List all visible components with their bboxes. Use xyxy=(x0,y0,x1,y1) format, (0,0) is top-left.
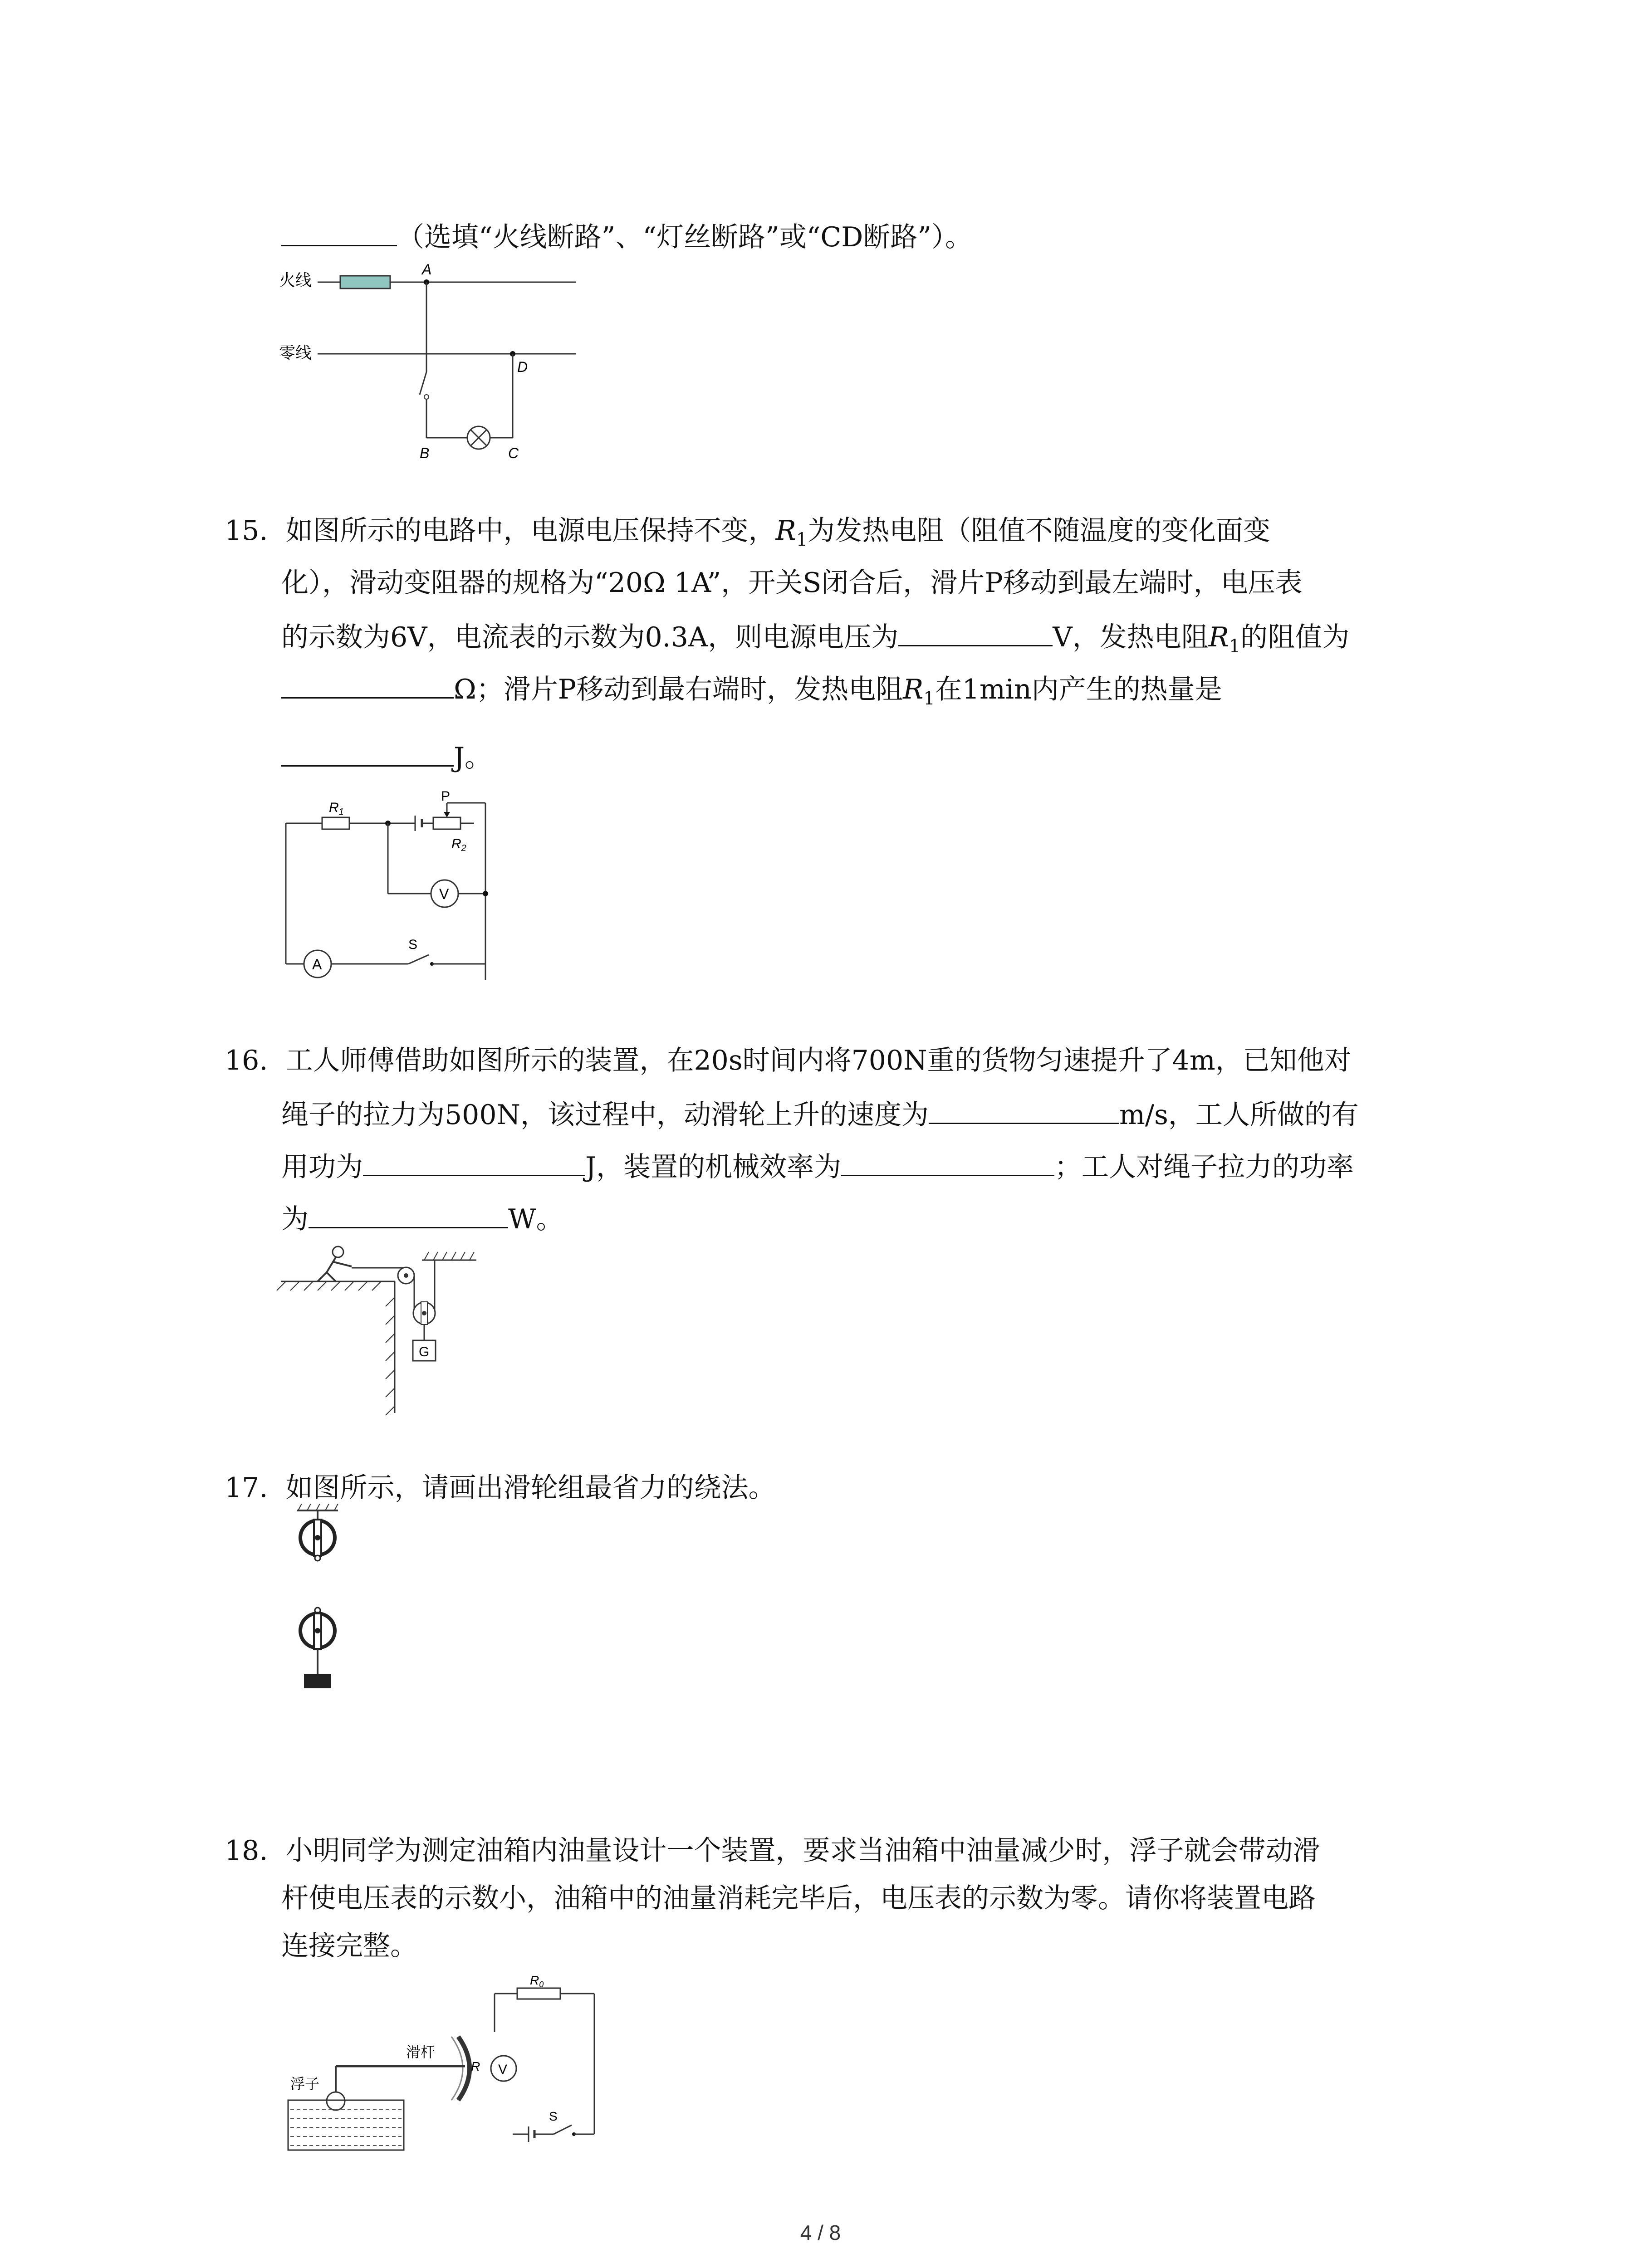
q18-text-1: 小明同学为测定油箱内油量设计一个装置，要求当油箱中油量减少时，浮子就会带动滑 xyxy=(285,1835,1320,1867)
label-c: C xyxy=(508,445,519,461)
rheostat-arc-inner xyxy=(451,2037,463,2100)
live-wire-label: 火线 xyxy=(279,271,312,289)
q15-blank-heat[interactable] xyxy=(281,737,454,767)
q15-r1-symbol-2: R xyxy=(1208,621,1229,653)
q15-r1-subscript: 1 xyxy=(796,529,808,550)
q16-text-4b: W。 xyxy=(508,1203,563,1235)
switch-blade xyxy=(554,2125,572,2134)
oil-surface-lines xyxy=(290,2109,402,2146)
q15-line-3 xyxy=(281,617,1349,665)
q15-text-4a: Ω；滑片P移动到最右端时，发热电阻 xyxy=(454,674,903,705)
q16-blank-power[interactable] xyxy=(309,1199,508,1228)
q18-oil-gauge-figure xyxy=(281,1973,608,2159)
q14-circuit-figure xyxy=(272,259,590,463)
q15-number: 15. xyxy=(225,515,268,547)
q18-line-1 xyxy=(225,1833,1320,1869)
resistor-r0 xyxy=(517,1988,560,1999)
q15-text-3c: 的阻值为 xyxy=(1240,621,1350,653)
label-d: D xyxy=(517,359,528,375)
q17-number: 17. xyxy=(225,1472,268,1504)
q16-blank-efficiency[interactable] xyxy=(841,1147,1054,1176)
q15-line-4 xyxy=(281,669,1222,717)
rheostat-label: R xyxy=(471,2059,480,2073)
q16-pulley-figure xyxy=(272,1238,499,1420)
q15-r1-symbol: R xyxy=(775,515,796,547)
label-b: B xyxy=(420,445,430,461)
q17-movable-axle xyxy=(315,1628,320,1633)
q16-line-1 xyxy=(225,1042,1352,1079)
switch-s-blade xyxy=(408,955,429,964)
q17-pulley-figure xyxy=(286,1504,354,1699)
q16-line-2 xyxy=(281,1095,1359,1133)
fuse xyxy=(340,276,390,288)
q16-text-2a: 绳子的拉力为500N，该过程中，动滑轮上升的速度为 xyxy=(281,1099,929,1131)
q16-text-2b: m/s，工人所做的有 xyxy=(1119,1099,1359,1131)
oil-tank xyxy=(288,2100,404,2150)
q15-r1-subscript-3: 1 xyxy=(923,688,935,709)
q15-r1-subscript-2: 1 xyxy=(1229,636,1241,657)
q14-answer-line xyxy=(281,217,972,255)
q17-fixed-axle xyxy=(315,1535,320,1540)
q16-text-3b: J，装置的机械效率为 xyxy=(585,1151,842,1183)
float-label: 浮子 xyxy=(290,2076,320,2092)
q16-blank-speed[interactable] xyxy=(929,1095,1119,1124)
weight-g-label: G xyxy=(419,1344,430,1359)
q14-blank[interactable] xyxy=(281,217,397,246)
voltmeter-label: V xyxy=(498,2062,508,2077)
r2-label: $R_2$ xyxy=(451,836,466,853)
q16-number: 16. xyxy=(225,1045,268,1076)
q15-text-1: 如图所示的电路中，电源电压保持不变， xyxy=(285,515,776,547)
q18-number: 18. xyxy=(225,1835,268,1867)
rheostat-arc xyxy=(458,2037,470,2100)
q18-line-3 xyxy=(281,1928,417,1964)
slider-label: 滑杆 xyxy=(406,2044,436,2060)
q15-text-5: J。 xyxy=(454,742,492,773)
voltmeter-label: V xyxy=(439,886,449,902)
q18-text-2: 杆使电压表的示数小，油箱中的油量消耗完毕后，电压表的示数为零。请你将装置电路 xyxy=(281,1882,1316,1914)
switch-s-label: S xyxy=(408,937,418,952)
node-right-junction xyxy=(483,891,488,896)
q18-line-2 xyxy=(281,1880,1316,1916)
q15-line-5 xyxy=(281,737,492,776)
worker-leg-2 xyxy=(327,1272,336,1281)
q16-text-1: 工人师傅借助如图所示的装置，在20s时间内将700N重的货物匀速提升了4m，已知他对 xyxy=(285,1045,1352,1076)
q17-fixed-hook xyxy=(315,1555,320,1561)
q18-text-3: 连接完整。 xyxy=(281,1930,417,1962)
q17-text-1: 如图所示，请画出滑轮组最省力的绕法。 xyxy=(285,1472,776,1504)
ceiling-hatching xyxy=(424,1252,474,1260)
ledge-hatching xyxy=(277,1281,395,1415)
q15-blank-resistance[interactable] xyxy=(281,669,454,699)
q15-text-3b: V，发热电阻 xyxy=(1053,621,1209,653)
p-label: P xyxy=(441,789,451,804)
q15-blank-voltage[interactable] xyxy=(898,617,1053,646)
r1-label: $R_1$ xyxy=(329,800,344,817)
q15-text-4b: 在1min内产生的热量是 xyxy=(935,674,1222,705)
q15-line-1 xyxy=(225,513,1270,558)
q15-circuit-figure xyxy=(272,780,526,989)
switch-label: S xyxy=(549,2109,558,2123)
label-a: A xyxy=(422,261,432,278)
q15-r1-symbol-3: R xyxy=(903,674,924,705)
worker-body xyxy=(327,1257,336,1272)
q15-text-3a: 的示数为6V，电流表的示数为0.3A，则电源电压为 xyxy=(281,621,899,653)
q16-line-3 xyxy=(281,1147,1354,1185)
q16-text-3c: ；工人对绳子拉力的功率 xyxy=(1054,1151,1354,1183)
resistor-r1 xyxy=(322,817,349,829)
q15-line-2 xyxy=(281,565,1303,601)
q15-text-2: 化），滑动变阻器的规格为“20Ω 1A”，开关S闭合后，滑片P移动到最左端时，电压表 xyxy=(281,567,1303,599)
switch-blade xyxy=(420,372,426,395)
page-number: 4 / 8 xyxy=(800,2221,841,2244)
neutral-wire-label: 零线 xyxy=(279,343,312,362)
q16-line-4 xyxy=(281,1199,563,1237)
worker-leg-1 xyxy=(318,1272,327,1281)
r0-label: $R_0$ xyxy=(530,1973,544,1989)
q16-text-3a: 用功为 xyxy=(281,1151,363,1183)
movable-pulley-axle xyxy=(422,1311,426,1315)
slider-p-arrow xyxy=(444,812,450,817)
rheostat-r2 xyxy=(433,817,460,829)
q16-text-4a: 为 xyxy=(281,1203,309,1235)
q17-load-block xyxy=(304,1674,331,1688)
worker-arm xyxy=(333,1262,352,1266)
fixed-pulley-axle xyxy=(404,1273,408,1278)
float-ball xyxy=(327,2092,345,2110)
q16-blank-work[interactable] xyxy=(363,1147,585,1176)
ammeter-label: A xyxy=(312,956,322,973)
worker-head xyxy=(333,1246,343,1257)
q14-tail-text: （选填“火线断路”、“灯丝断路”或“CD断路”）。 xyxy=(397,221,973,253)
switch-contact xyxy=(424,395,429,399)
q15-text-1b: 为发热电阻（阻值不随温度的变化面变 xyxy=(808,515,1271,547)
q17-ceiling-hatching xyxy=(298,1504,338,1510)
q17-line-1 xyxy=(225,1470,776,1506)
